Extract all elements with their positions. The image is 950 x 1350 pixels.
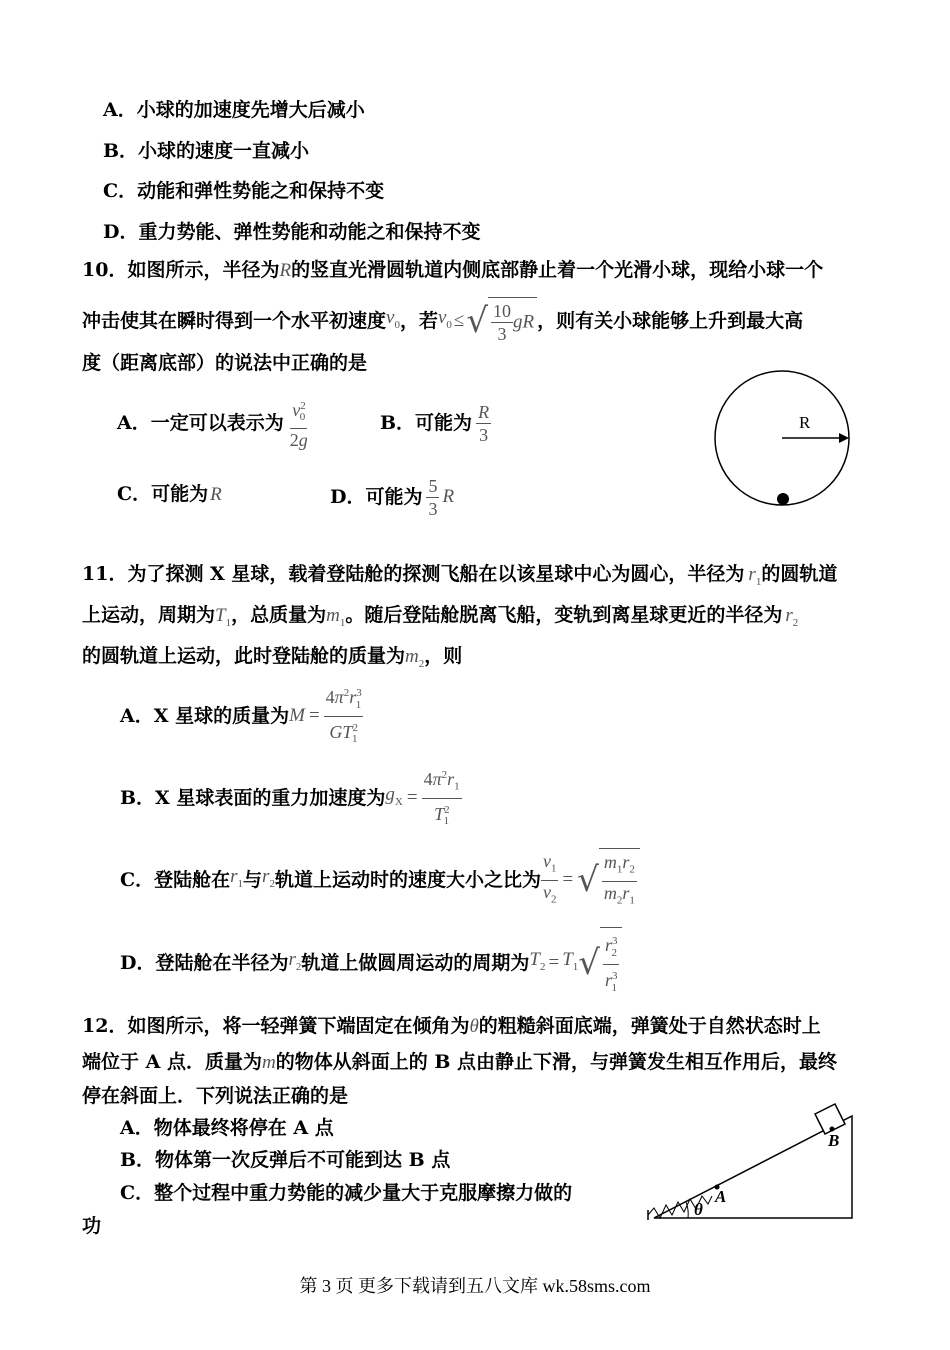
q10-stem-line3: 度（距离底部）的说法中正确的是 xyxy=(82,352,368,374)
q12-option-b: B．物体第一次反弹后不可能到达 B 点 xyxy=(120,1149,451,1171)
q12-option-a: A．物体最终将停在 A 点 xyxy=(120,1117,334,1139)
q11-option-d: D．登陆舱在半径为 $r_2$ 轨道上做圆周运动的周期为 $T_2$ = $T_1$ √ $\frac{r^3_2}{r^3_1}$ xyxy=(120,930,622,996)
q10-option-a: A．一定可以表示为 $\frac{v^2_0}{2g}$ xyxy=(117,397,310,449)
q12-stem-line3: 停在斜面上．下列说法正确的是 xyxy=(82,1085,349,1107)
q10-option-c: C．可能为 R xyxy=(117,483,222,505)
radius-arrow-head xyxy=(839,433,849,443)
q12-stem-line1: 12．如图所示，将一轻弹簧下端固定在倾角为θ的粗糙斜面底端，弹簧处于自然状态时上 xyxy=(82,1015,821,1037)
q12-stem-line2: 端位于 A 点．质量为m的物体从斜面上的 B 点由静止下滑，与弹簧发生相互作用后，最终 xyxy=(82,1051,838,1073)
q10-option-d: D．可能为 $\frac{5}{3}$ R xyxy=(330,475,455,519)
q12-incline-figure xyxy=(640,1100,860,1225)
q10-circle-figure xyxy=(710,364,855,514)
page-footer: 第 3 页 更多下载请到五八文库 wk.58sms.com xyxy=(299,1276,651,1296)
q11-option-c: C．登陆舱在 $r_1$ 与 $r_2$ 轨道上运动时的速度大小之比为 $\frac{v_1}{v_2}$ = √ $\frac{m_1r_2}{m_2r_1}$ xyxy=(120,848,640,912)
theta-label: θ xyxy=(694,1200,703,1219)
radius-label: R xyxy=(799,413,811,432)
small-ball xyxy=(777,493,789,505)
point-a-label: A xyxy=(715,1187,727,1206)
point-b-label: B xyxy=(828,1131,840,1150)
q9-option-c: C．动能和弹性势能之和保持不变 xyxy=(103,180,385,202)
q11-stem-line3: 的圆轨道上运动，此时登陆舱的质量为$m_2$，则 xyxy=(82,645,463,670)
q9-option-d: D．重力势能、弹性势能和动能之和保持不变 xyxy=(103,221,481,243)
q10-stem-line2: 冲击使其在瞬时得到一个水平初速度 $v_0$ ，若 $v_0$ ≤ √ $\frac{10}{3}$ gR ，则有关小球能够上升到最大高 xyxy=(82,296,803,346)
q11-stem-line1: 11．为了探测 X 星球，载着登陆舱的探测飞船在以该星球中心为圆心，半径为 $r_1$的圆轨道 xyxy=(82,563,838,588)
q9-option-a: A．小球的加速度先增大后减小 xyxy=(103,99,365,121)
q11-option-a: A．X 星球的质量为 M = $\frac{4\pi^2r^3_1}{GT^2_1}$ xyxy=(120,686,363,746)
q12-option-c-cont: 功 xyxy=(82,1215,102,1237)
q11-option-b: B．X 星球表面的重力加速度为 $g_X$ = $\frac{4\pi^2r_1}{T^2_1}$ xyxy=(120,768,462,828)
q12-option-c: C．整个过程中重力势能的减少量大于克服摩擦力做的 xyxy=(120,1182,573,1204)
q10-option-b: B．可能为 $\frac{R}{3}$ xyxy=(380,401,490,445)
q10-sqrt-expression: √ $\frac{10}{3}$ gR xyxy=(466,297,537,345)
q10-stem-line1: 10．如图所示，半径为R的竖直光滑圆轨道内侧底部静止着一个光滑小球，现给小球一个 xyxy=(82,259,824,281)
incline xyxy=(654,1116,852,1218)
q11-stem-line2: 上运动，周期为$T_1$，总质量为$m_1$。随后登陆舱脱离飞船，变轨到离星球更近的半径为 $r_2$ xyxy=(82,604,799,629)
q9-option-b: B．小球的速度一直减小 xyxy=(103,140,310,162)
